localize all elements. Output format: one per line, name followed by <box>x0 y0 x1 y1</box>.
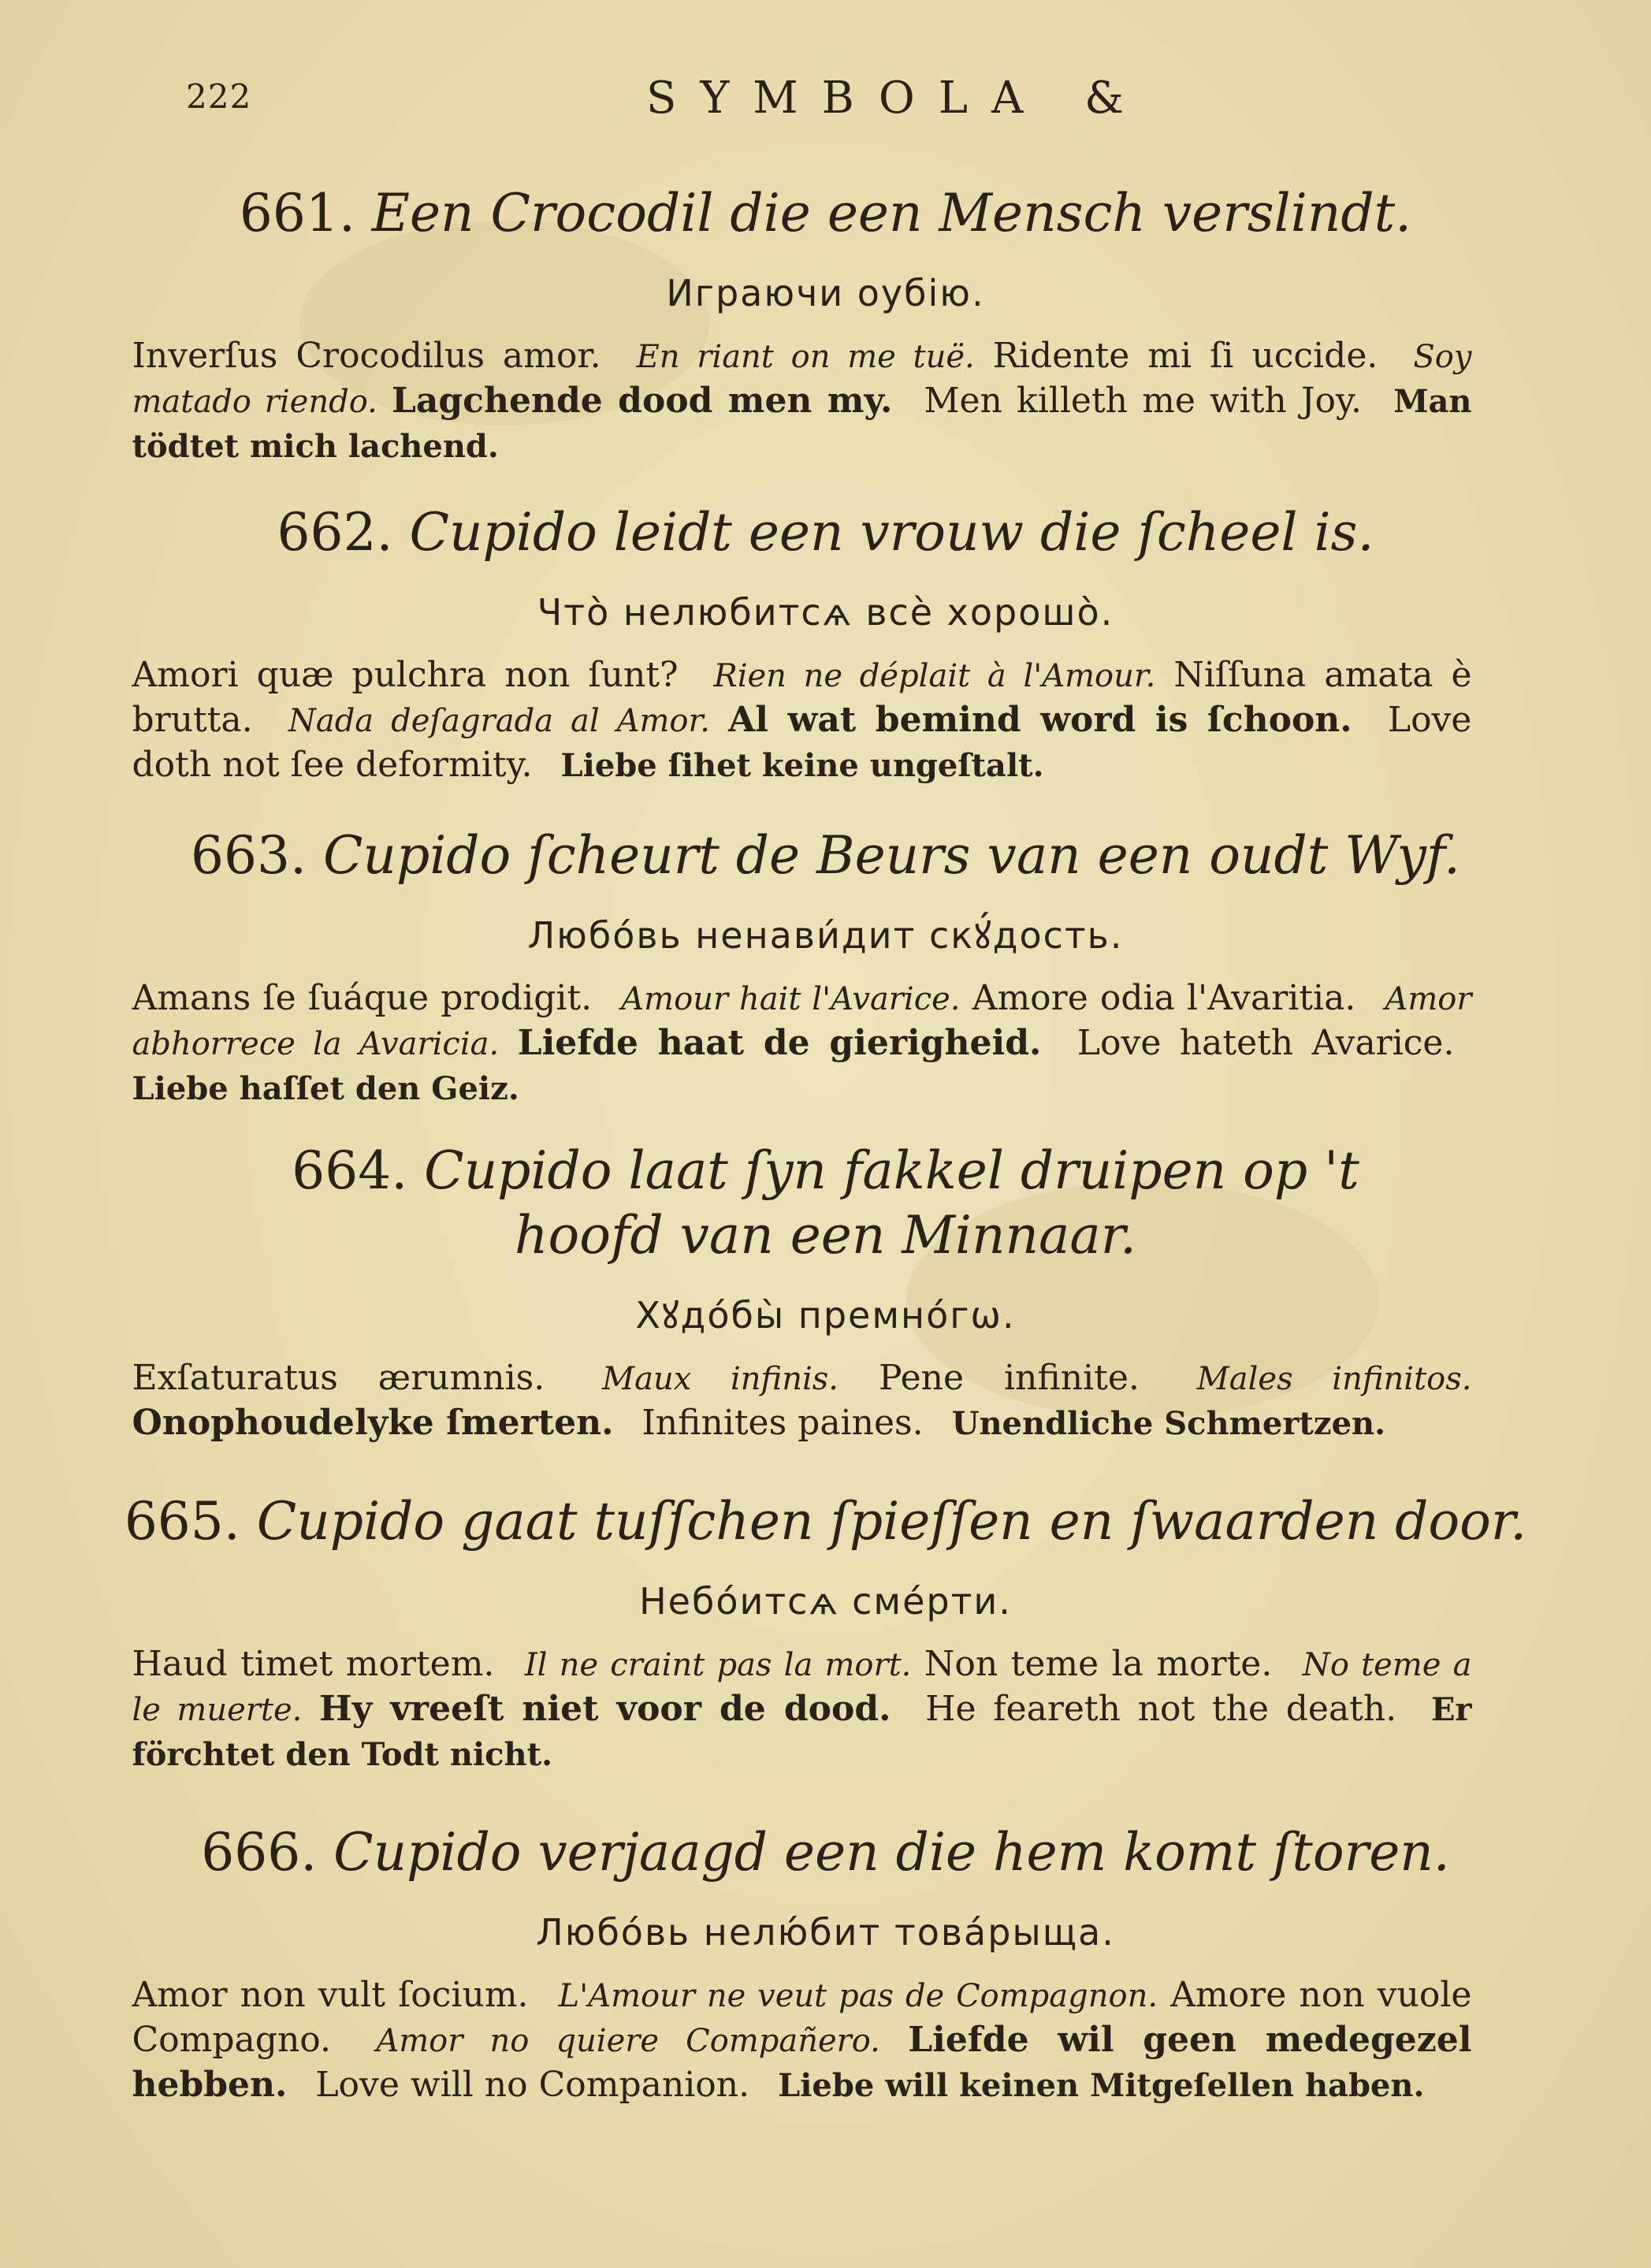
entry-title-text: Cupido verjaagd een die hem komt ſtoren. <box>333 1822 1450 1883</box>
translation-phrase: Lagchende dood men my. <box>391 381 893 421</box>
translation-phrase: Pene infinite. <box>878 1358 1140 1398</box>
translation-phrase: Liefde haat de gierigheid. <box>517 1023 1042 1063</box>
translation-phrase: Er förchtet den Todt nicht. <box>132 1691 1472 1773</box>
emblem-entry <box>0 500 1651 788</box>
entry-number: 662. <box>277 502 393 563</box>
entry-title <box>235 1139 1417 1268</box>
translation-phrase: Amori quæ pulchra non ſunt? <box>132 655 679 695</box>
translation-phrase: Love doth not ſee deformity. <box>132 700 1472 785</box>
translation-phrase: Man tödtet mich lachend. <box>132 383 1472 465</box>
running-head: SYMBOLA & <box>645 73 1148 124</box>
translation-phrase: Soy matado riendo. <box>132 339 1472 420</box>
slavonic-motto: Любо́вь ненави́дит скꙋ́дость. <box>527 914 1124 957</box>
entry-title-text: Cupido gaat tuſſchen ſpieſſen en ſwaarden door. <box>256 1491 1527 1552</box>
translation-phrase: En riant on me tuë. <box>636 339 975 375</box>
emblem-entry <box>0 1489 1651 1777</box>
translation-phrase: Liebe will keinen Mitgeſellen haben. <box>778 2067 1425 2104</box>
entry-title-text: Cupido ſcheurt de Beurs van een oudt Wyf. <box>322 825 1460 886</box>
translation-phrase: Il ne craint pas la mort. <box>524 1647 912 1683</box>
translation-phrase: Amore non vuole Compagno. <box>132 1975 1472 2060</box>
translation-phrase: Liebe haſſet den Geiz. <box>132 1070 519 1107</box>
motto-translations <box>132 1973 1472 2108</box>
entry-title <box>0 181 1651 246</box>
entry-title <box>0 824 1651 888</box>
motto-translations <box>132 334 1472 469</box>
emblem-entry <box>0 181 1651 469</box>
motto-translations <box>132 1356 1472 1446</box>
translation-phrase: Rien ne déplait à l'Amour. <box>713 658 1156 694</box>
translation-phrase: Ridente mi ſi uccide. <box>992 336 1378 376</box>
translation-phrase: Liefde wil geen medegezel hebben. <box>132 2020 1472 2105</box>
translation-phrase: Niſſuna amata è brutta. <box>132 655 1472 740</box>
translation-phrase: Infinites paines. <box>641 1403 924 1443</box>
translation-phrase: Amans ſe ſuáque prodigit. <box>132 978 593 1018</box>
page-number: 222 <box>186 77 252 116</box>
slavonic-motto: Что̀ нелюбитсѧ всѐ хорошо̀. <box>537 591 1114 634</box>
translation-phrase: Amour hait l'Avarice. <box>621 981 961 1017</box>
entry-title <box>0 500 1651 565</box>
translation-phrase: Amor no quiere Compañero. <box>376 2023 880 2059</box>
slavonic-motto: Хꙋдо́бы̀ премно́гѡ. <box>635 1294 1016 1337</box>
motto-translations <box>132 1642 1472 1777</box>
translation-phrase: He feareth not the death. <box>925 1689 1397 1729</box>
motto-translations <box>132 976 1472 1111</box>
translation-phrase: Males infinitos. <box>1196 1361 1472 1397</box>
entry-title-text: Cupido laat ſyn fakkel druipen op 't hoofd van een Minnaar. <box>424 1140 1359 1266</box>
translation-phrase: Unendliche Schmertzen. <box>951 1405 1386 1442</box>
slavonic-motto: Любо́вь нелю́бит това́рыща. <box>536 1911 1115 1954</box>
translation-phrase: No teme a le muerte. <box>132 1647 1472 1728</box>
translation-phrase: Amor non vult ſocium. <box>132 1975 529 2015</box>
translation-phrase: Haud timet mortem. <box>132 1644 495 1684</box>
translation-phrase: L'Amour ne veut pas de Compagnon. <box>558 1978 1158 2014</box>
translation-phrase: Love hateth Avarice. <box>1076 1023 1455 1063</box>
page-header <box>180 73 1519 128</box>
entry-title-text: Een Crocodil die een Mensch verslindt. <box>371 183 1412 244</box>
slavonic-motto: Играючи оубію. <box>666 272 985 314</box>
translation-phrase: Exſaturatus ærumnis. <box>132 1358 545 1398</box>
entry-number: 666. <box>201 1822 318 1883</box>
entry-number: 663. <box>191 825 307 886</box>
emblem-entry <box>0 1820 1651 2108</box>
translation-phrase: Inverſus Crocodilus amor. <box>132 336 601 376</box>
translation-phrase: Maux infinis. <box>602 1361 839 1397</box>
entry-title-text: Cupido leidt een vrouw die ſcheel is. <box>409 502 1374 563</box>
entry-number: 664. <box>292 1140 408 1201</box>
emblem-entry <box>0 824 1651 1111</box>
motto-translations <box>132 653 1472 788</box>
entry-title <box>0 1820 1651 1885</box>
slavonic-motto: Небо́итсѧ сме́рти. <box>639 1580 1012 1623</box>
translation-phrase: Amore odia l'Avaritia. <box>972 978 1356 1018</box>
translation-phrase: Nada deſagrada al Amor. <box>288 703 710 739</box>
translation-phrase: Love will no Companion. <box>315 2065 750 2105</box>
entry-number: 665. <box>124 1491 240 1552</box>
translation-phrase: Hy vreeſt niet voor de dood. <box>319 1689 891 1729</box>
translation-phrase: Men killeth me with Joy. <box>924 381 1363 421</box>
emblem-entry <box>0 1139 1651 1446</box>
translation-phrase: Amor abhorrece la Avaricia. <box>132 981 1472 1062</box>
translation-phrase: Al wat bemind word is ſchoon. <box>728 700 1352 740</box>
entry-number: 661. <box>239 183 355 244</box>
entry-title <box>0 1489 1651 1554</box>
translation-phrase: Liebe ſihet keine ungeſtalt. <box>560 747 1044 784</box>
translation-phrase: Onophoudelyke ſmerten. <box>132 1403 614 1443</box>
translation-phrase: Non teme la morte. <box>924 1644 1273 1684</box>
